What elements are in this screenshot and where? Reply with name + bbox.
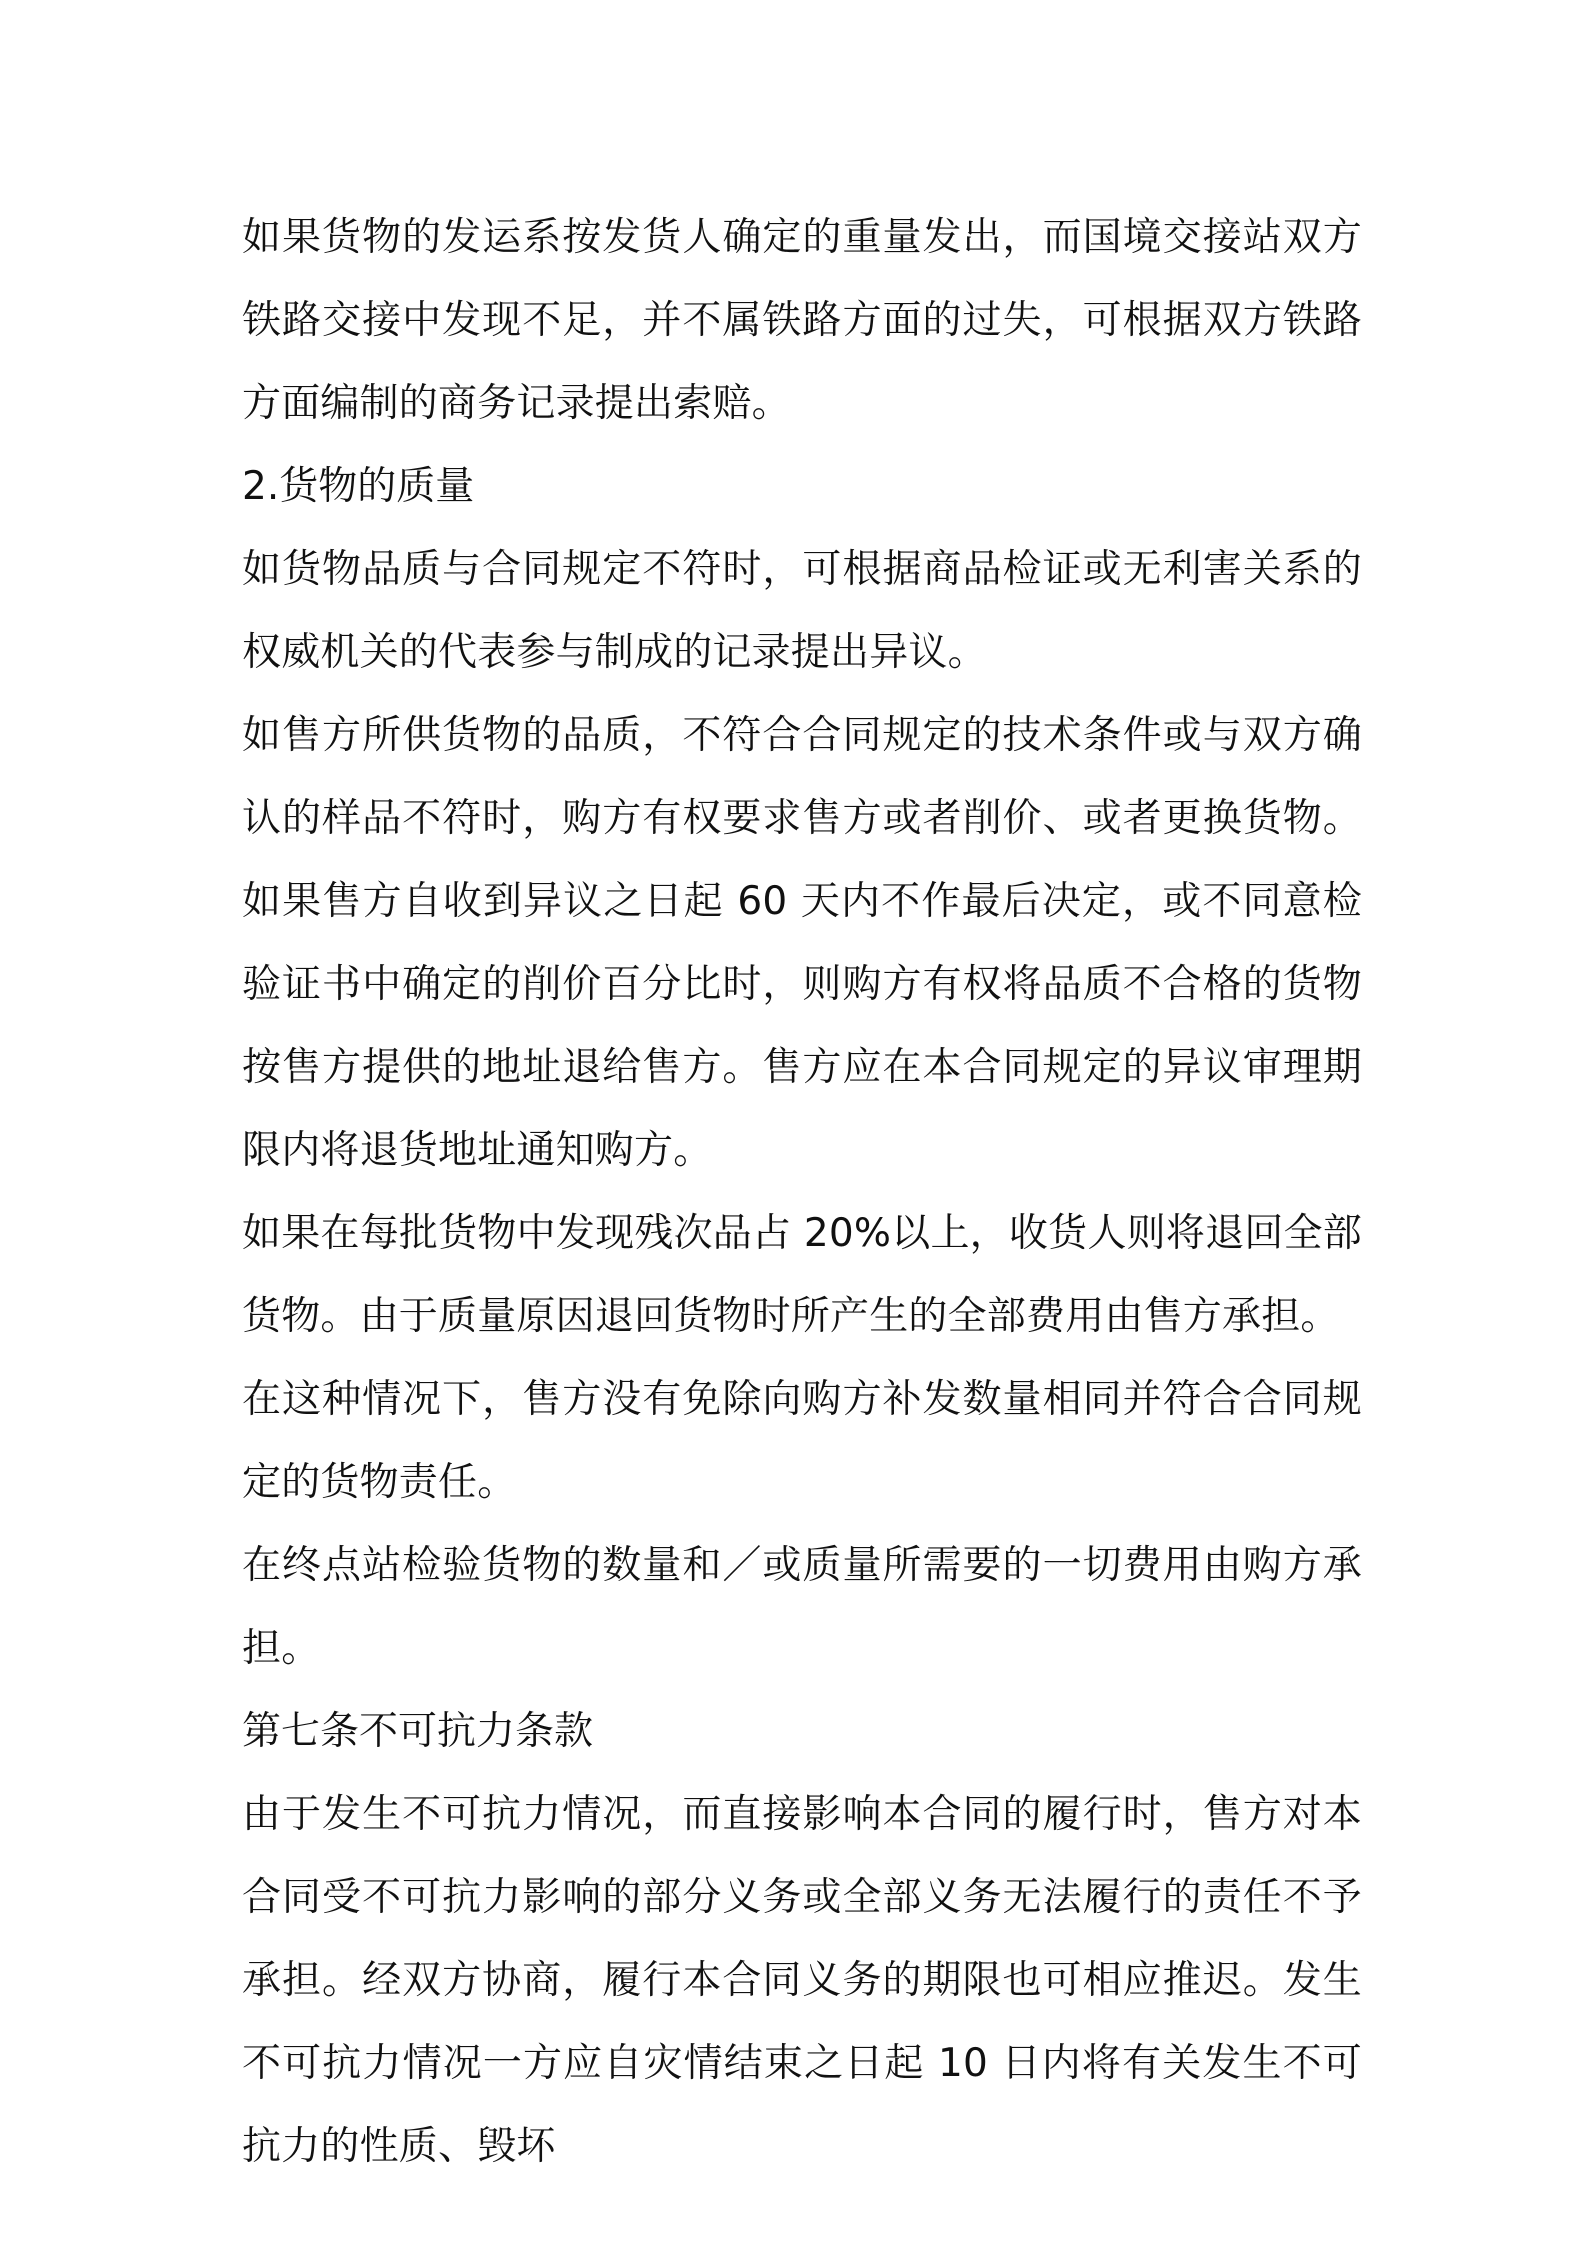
paragraph-defect-return: 如果在每批货物中发现残次品占 20%以上，收货人则将退回全部货物。由于质量原因退回货物时所产生的全部费用由售方承担。 — [242, 1211, 1362, 1339]
section-heading-quality: 2.货物的质量 — [242, 464, 475, 509]
section-heading-force-majeure: 第七条不可抗力条款 — [242, 1709, 594, 1754]
paragraph-reshipment-obligation: 在这种情况下，售方没有免除向购方补发数量相同并符合合同规定的货物责任。 — [242, 1377, 1362, 1505]
paragraph-quality-nonconformity: 如售方所供货物的品质，不符合合同规定的技术条件或与双方确认的样品不符时，购方有权要求售方或者削价、或者更换货物。如果售方自收到异议之日起 60 天内不作最后决定，或不同意检验证书中确定的削价百分比时，则购方有权将品质不合格的货物按售方提供的地址退给售方。售方应在本合同规定的异议审理期限内将退货地址通知购方。 — [242, 713, 1362, 1173]
document-body — [242, 196, 1362, 2188]
paragraph-force-majeure: 由于发生不可抗力情况，而直接影响本合同的履行时，售方对本合同受不可抗力影响的部分义务或全部义务无法履行的责任不予承担。经双方协商，履行本合同义务的期限也可相应推迟。发生不可抗力情况一方应自灾情结束之日起 10 日内将有关发生不可抗力的性质、毁坏 — [242, 1792, 1362, 2169]
paragraph-inspection-cost: 在终点站检验货物的数量和／或质量所需要的一切费用由购方承担。 — [242, 1543, 1362, 1671]
paragraph-quality-objection: 如货物品质与合同规定不符时，可根据商品检证或无利害关系的权威机关的代表参与制成的记录提出异议。 — [242, 547, 1362, 675]
paragraph-shortage-claim: 如果货物的发运系按发货人确定的重量发出，而国境交接站双方铁路交接中发现不足，并不属铁路方面的过失，可根据双方铁路方面编制的商务记录提出索赔。 — [242, 215, 1362, 426]
